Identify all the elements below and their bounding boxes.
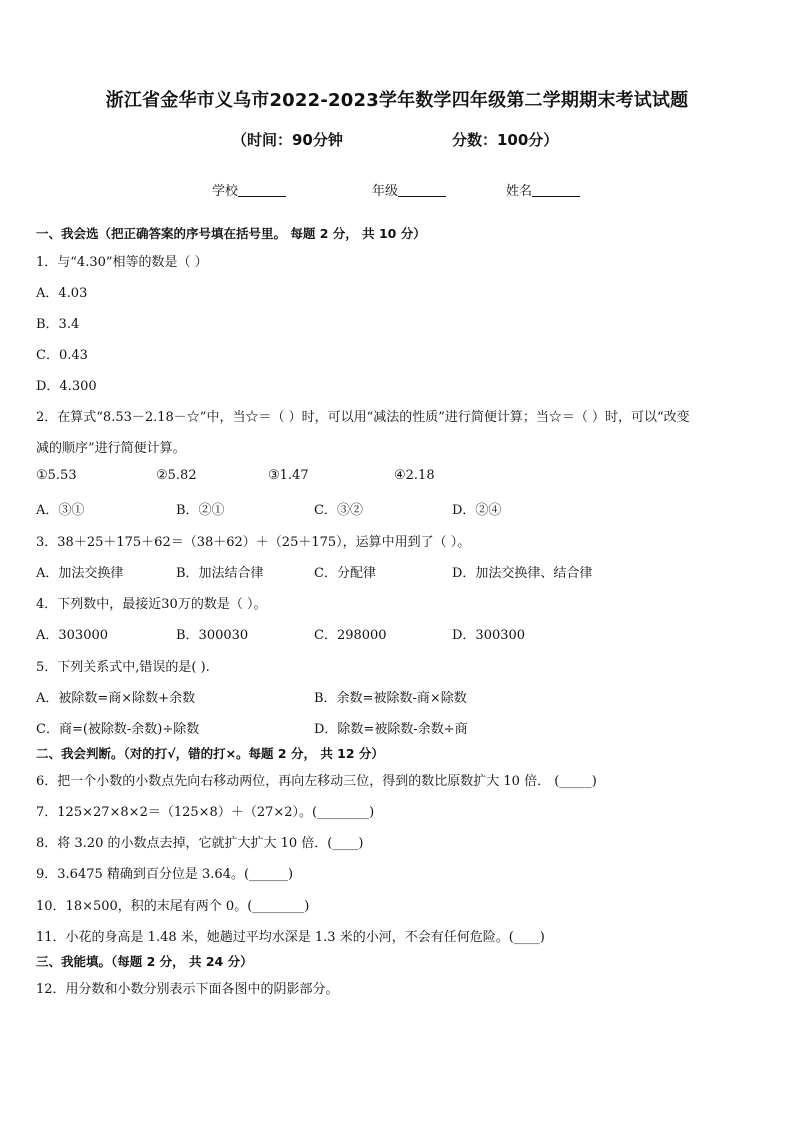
- question-3-option-c: C．分配律: [314, 566, 376, 581]
- section-heading-3: 三、我能填。（每题 2 分， 共 24 分）: [36, 954, 253, 969]
- question-2-option-c: C．③②: [314, 503, 363, 518]
- question-4-option-a: A．303000: [36, 628, 109, 643]
- question-5-option-c: C．商=(被除数-余数)÷除数: [36, 722, 200, 737]
- question-3-option-a: A．加法交换律: [36, 566, 124, 581]
- question-4-option-c: C．298000: [314, 628, 387, 643]
- section-heading-1: 一、我会选（把正确答案的序号填在括号里。 每题 2 分， 共 10 分）: [36, 226, 426, 241]
- question-1-option-d: D．4.300: [36, 379, 97, 394]
- school-label: 学校: [212, 184, 239, 199]
- question-4-option-d: D．300300: [452, 628, 526, 643]
- question-3-option-d: D．加法交换律、结合律: [452, 566, 593, 581]
- question-5-option-a: A．被除数=商×除数+余数: [36, 691, 196, 706]
- question-2-number-2: ②5.82: [156, 468, 197, 483]
- question-2-number-4: ④2.18: [394, 468, 435, 483]
- name-label: 姓名: [506, 184, 533, 199]
- question-10: 10．18×500，积的末尾有两个 0。(________): [36, 899, 310, 914]
- question-1-option-c: C．0.43: [36, 348, 88, 363]
- question-5-option-d: D．除数=被除数-余数÷商: [314, 722, 468, 737]
- school-field: [212, 180, 286, 199]
- question-3-option-b: B．加法结合律: [176, 566, 264, 581]
- question-4-stem: 4．下列数中，最接近30万的数是（ ）。: [36, 597, 267, 612]
- question-7: 7．125×27×8×2＝（125×8）＋（27×2）。(________): [36, 805, 375, 820]
- question-11: 11．小花的身高是 1.48 米，她趟过平均水深是 1.3 米的小河，不会有任何危险。(____): [36, 930, 545, 945]
- question-2-number-3: ③1.47: [268, 468, 309, 483]
- question-8: 8．将 3.20 的小数点去掉，它就扩大扩大 10 倍．(____): [36, 836, 364, 851]
- question-1-option-b: B．3.4: [36, 317, 80, 332]
- grade-blank: [398, 184, 446, 197]
- question-6: 6．把一个小数的小数点先向右移动两位，再向左移动三位，得到的数比原数扩大 10 倍． (_____): [36, 774, 597, 789]
- question-3-stem: 3．38＋25＋175＋62＝（38＋62）＋（25＋175），运算中用到了（ ）。: [36, 535, 471, 550]
- question-1-option-a: A．4.03: [36, 286, 88, 301]
- name-blank: [532, 184, 580, 197]
- total-score: 分数：100分）: [452, 131, 559, 149]
- grade-field: [372, 180, 446, 199]
- exam-title: 浙江省金华市义乌市2022-2023学年数学四年级第二学期期末考试试题: [105, 90, 689, 111]
- question-9: 9．3.6475 精确到百分位是 3.64。(______): [36, 867, 294, 882]
- question-4-option-b: B．300030: [176, 628, 249, 643]
- question-2-option-d: D．②④: [452, 503, 502, 518]
- question-2-number-1: ①5.53: [36, 468, 77, 483]
- question-5-option-b: B．余数=被除数-商×除数: [314, 691, 467, 706]
- name-field: [506, 180, 580, 199]
- question-2-option-b: B．②①: [176, 503, 225, 518]
- question-5-stem: 5．下列关系式中,错误的是( ).: [36, 660, 210, 675]
- question-2-stem-line-1: 2．在算式“8.53－2.18－☆”中，当☆＝（ ）时，可以用“减法的性质”进行简便计算；当☆＝（ ）时，可以“改变: [36, 410, 690, 425]
- school-blank: [238, 184, 286, 197]
- question-12: 12．用分数和小数分别表示下面各图中的阴影部分。: [36, 982, 339, 997]
- section-heading-2: 二、我会判断。（对的打√，错的打×。每题 2 分， 共 12 分）: [36, 746, 384, 761]
- grade-label: 年级: [372, 184, 399, 199]
- question-2-option-a: A．③①: [36, 503, 85, 518]
- question-2-stem-line-2: 减的顺序”进行简便计算。: [36, 441, 186, 456]
- time-limit: （时间：90分钟: [232, 131, 343, 149]
- question-1-stem: 1．与“4.30”相等的数是（ ）: [36, 255, 208, 270]
